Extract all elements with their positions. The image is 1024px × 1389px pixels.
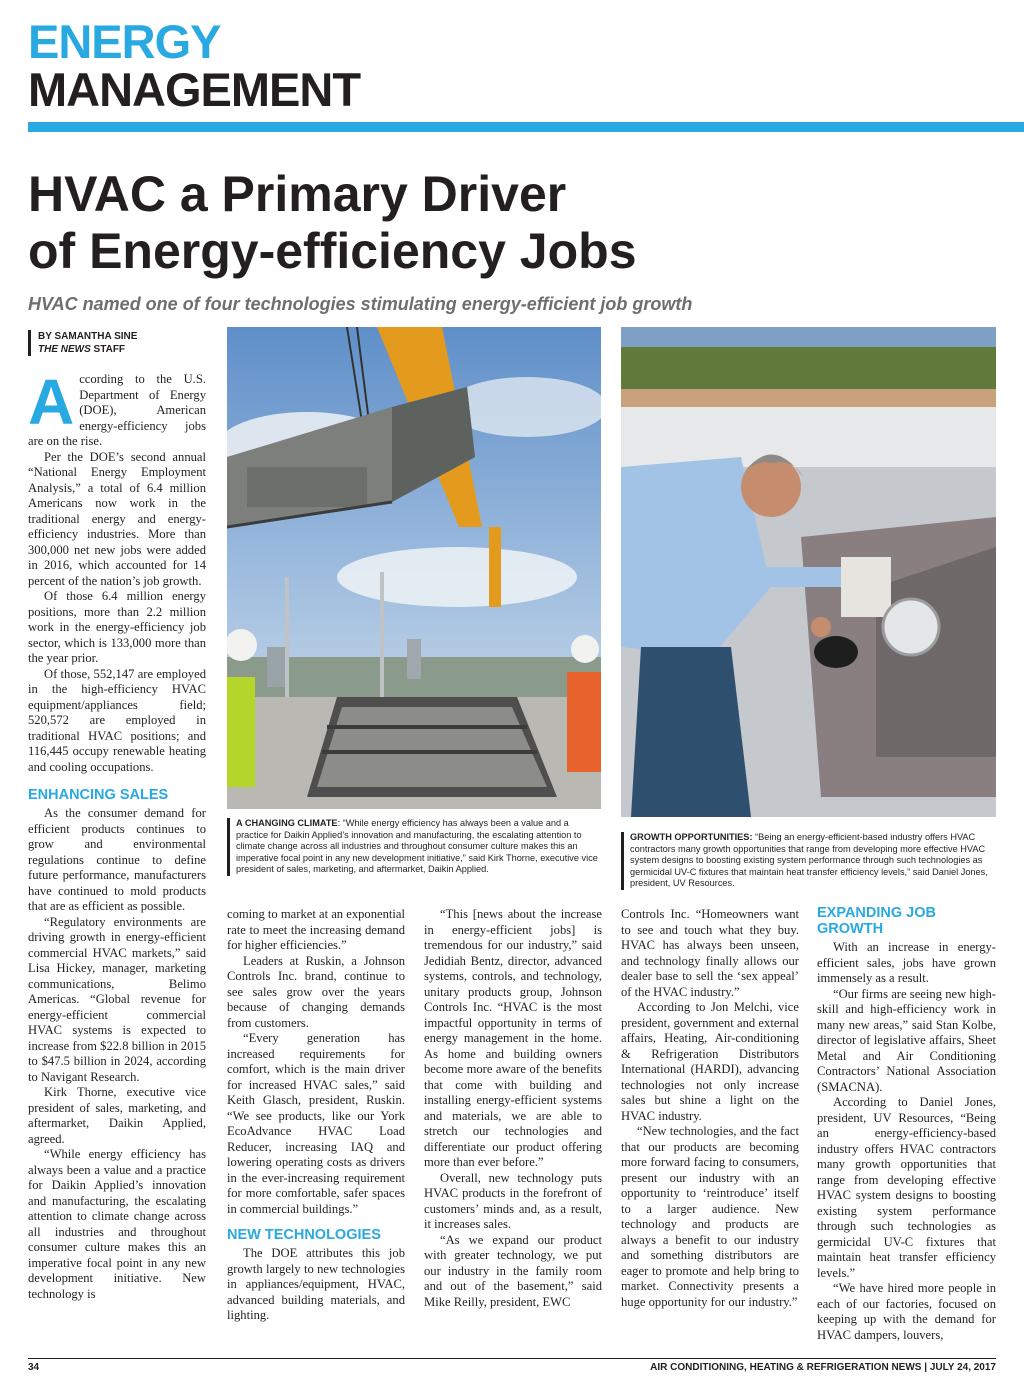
drop-cap: A: [28, 366, 75, 438]
paragraph: Of those 6.4 million energy positions, more than 2.2 million work in the energy-efficiency job sector, which is 133,000 more than the year prior.: [28, 589, 206, 665]
photo-crane-image: [227, 327, 601, 809]
paragraph: Leaders at Ruskin, a Johnson Controls Inc. brand, continue to see sales grow over the years because of changing demands from customers.: [227, 953, 405, 1030]
publication-name: AIR CONDITIONING, HEATING & REFRIGERATION NEWS: [650, 1362, 922, 1373]
subhead-enhancing-sales: ENHANCING SALES: [28, 787, 169, 803]
caption-changing-climate: [227, 818, 602, 876]
subhead-expanding-job-growth: EXPANDING JOB GROWTH: [817, 905, 936, 937]
paragraph: Kirk Thorne, executive vice president of sales, marketing, and aftermarket, Daikin Applied, agreed.: [28, 1085, 206, 1146]
paragraph: “This [news about the increase in energy-efficient jobs] is tremendous for our industry,” said Jedidiah Bentz, director, advanced systems, controls, and technology, unitary products group, Johnson Controls Inc. “HVAC is the most impactful opportunity in terms of energy management in the home. As home and building owners become more aware of the benefits that come with building and installing energy-efficient systems and materials, we are able to stretch our technologies and differentiate our product offering more than ever before.”: [424, 907, 602, 1169]
footer-publication: [650, 1362, 996, 1373]
headline: [28, 166, 988, 280]
paragraph: “As we expand our product with greater technology, we put our industry in the family room and out of the basement,” said Mike Reilly, president, EWC: [424, 1232, 602, 1309]
paragraph: Per the DOE’s second annual “National Energy Employment Analysis,” a total of 6.4 million Americans now work in the traditional energy and energy-efficiency industries. More than 300,000 net new jobs were added in 2016, which accounted for 14 percent of the nation’s job growth.: [28, 449, 206, 588]
paragraph: “Regulatory environments are driving growth in energy-efficient commercial HVAC markets,” said Lisa Hickey, manager, marketing communications, Belimo Americas. “Global revenue for energy-efficient commercial HVAC systems is expected to increase from $22.8 billion in 2015 to $47.5 billion in 2024, according to Navigant Research.: [28, 914, 206, 1084]
paragraph: coming to market at an exponential rate to meet the increasing demand for higher efficiencies.”: [227, 907, 406, 952]
footer-divider: [28, 1358, 996, 1359]
paragraph: According to Daniel Jones, president, UV Resources, “Being an energy-efficiency-based industry offers HVAC contractors many growth opportunities that range from developing effective HVAC system designs to boosting existing system performance through such technologies as germicidal UV-C fixtures that maintain heat transfer efficiency levels.”: [817, 1095, 996, 1280]
paragraph: ccording to the U.S. Department of Energy (DOE), American energy-efficiency jobs are on the rise.: [28, 372, 206, 448]
article-column-5: [817, 905, 996, 1343]
paragraph: With an increase in energy-efficient sales, jobs have grown immensely as a result.: [817, 940, 996, 985]
caption-text: “Being an energy-efficient-based industry offers HVAC contractors many growth opportunities that range from developing more effective HVAC system designs to boosting existing system performance through such technologies as germicidal UV-C fixtures that maintain heat transfer efficiency levels,” said Daniel Jones, president, UV Resources.: [630, 832, 988, 889]
section-title-energy: ENERGY: [28, 15, 221, 68]
paragraph: Of those, 552,147 are employed in the high-efficiency HVAC equipment/appliances field; 520,572 are employed in traditional HVAC positions; and 116,445 occupy renewable heating and cooling occupations.: [28, 666, 206, 774]
byline-publication: THE NEWS: [38, 344, 91, 355]
paragraph: “While energy efficiency has always been a value and a practice for Daikin Applied’s innovation and manufacturing, the escalating attention to climate change across all industries and throughout consumer culture makes this an imperative focal point in any new development initiative. New technology is: [28, 1147, 206, 1301]
paragraph: Overall, new technology puts HVAC products in the forefront of customers’ minds and, as a result, it increases sales.: [424, 1170, 602, 1231]
article-column-3: [424, 907, 602, 1310]
byline-author: BY SAMANTHA SINE: [38, 331, 138, 342]
section-divider: [28, 122, 1024, 132]
issue-date: JULY 24, 2017: [929, 1362, 996, 1373]
paragraph: “We have hired more people in each of our factories, focused on keeping up with the demand for HVAC dampers, louvers,: [817, 1281, 996, 1342]
article-column-4: [621, 907, 799, 1310]
section-title-management: MANAGEMENT: [28, 63, 361, 116]
caption-text: : “While energy efficiency has always been a value and a practice for Daikin Applied’s innovation and manufacturing, the escalating attention to climate change across all industries and throughout consumer culture makes this an imperative focal point in any new development initiative,” said Kirk Thorne, executive vice president of sales, marketing, and aftermarket, Daikin Applied.: [236, 818, 598, 875]
photo-crane-rooftop-unit: [227, 327, 601, 809]
page-number: 34: [28, 1362, 40, 1373]
byline-staff-suffix: STAFF: [90, 344, 126, 355]
paragraph: “New technologies, and the fact that our products are becoming more forward facing to consumers, present our industry with an opportunity to ‘reintroduce’ itself to a larger audience. New technology and products are always a benefit to our industry and something distributors are eager to promote and help bring to market. Connectivity presents a huge opportunity for our industry.”: [621, 1124, 799, 1309]
caption-growth-opportunities: [621, 832, 996, 890]
paragraph: “Our firms are seeing new high-skill and high-efficiency work in many new areas,” said Stan Kolbe, director of legislative affairs, Sheet Metal and Air Conditioning Contractors’ National Association (SMACNA).: [817, 986, 996, 1094]
article-column-2: [227, 907, 405, 1324]
paragraph: According to Jon Melchi, vice president, government and external affairs, Heating, Air-conditioning & Refrigeration Distributors International (HARDI), advancing technologies not only increase sales but shine a light on the HVAC industry.: [621, 1000, 799, 1123]
subhead-new-technologies: NEW TECHNOLOGIES: [227, 1227, 381, 1243]
paragraph: “Every generation has increased requirements for comfort, which is the main driver for increased HVAC sales,” said Keith Glasch, president, Ruskin. “We see products, like our York EcoAdvance HVAC Load Reducer, increasing IAQ and lowering operating costs as drivers in the ever-increasing requirement for more comfortable, safer spaces in commercial buildings.”: [227, 1031, 405, 1216]
paragraph: As the consumer demand for efficient products continues to grow and environmental regulations continue to define future performance, manufacturers have continued to mold products that are as efficient as possible.: [28, 806, 206, 913]
photo-technician-rooftop: [621, 327, 996, 817]
byline-staff: [38, 343, 137, 356]
paragraph: Controls Inc. “Homeowners want to see and touch what they buy. HVAC has always been unseen, and technology finally allows our dealer base to sell the ‘sex appeal’ of the HVAC industry.”: [621, 907, 799, 999]
byline: [28, 330, 137, 356]
footer-separator: |: [924, 1362, 928, 1373]
subheadline: HVAC named one of four technologies stimulating energy-efficient job growth: [28, 294, 693, 314]
headline-line-2: of Energy-efficiency Jobs: [28, 223, 637, 279]
article-column-1: [28, 366, 206, 1302]
headline-line-1: HVAC a Primary Driver: [28, 166, 567, 222]
paragraph: The DOE attributes this job growth largely to new technologies in appliances/equipment, HVAC, advanced building materials, and lighting.: [227, 1246, 405, 1322]
caption-label: A CHANGING CLIMATE: [236, 818, 338, 828]
caption-label: GROWTH OPPORTUNITIES:: [630, 832, 753, 842]
photo-technician-image: [621, 327, 996, 817]
